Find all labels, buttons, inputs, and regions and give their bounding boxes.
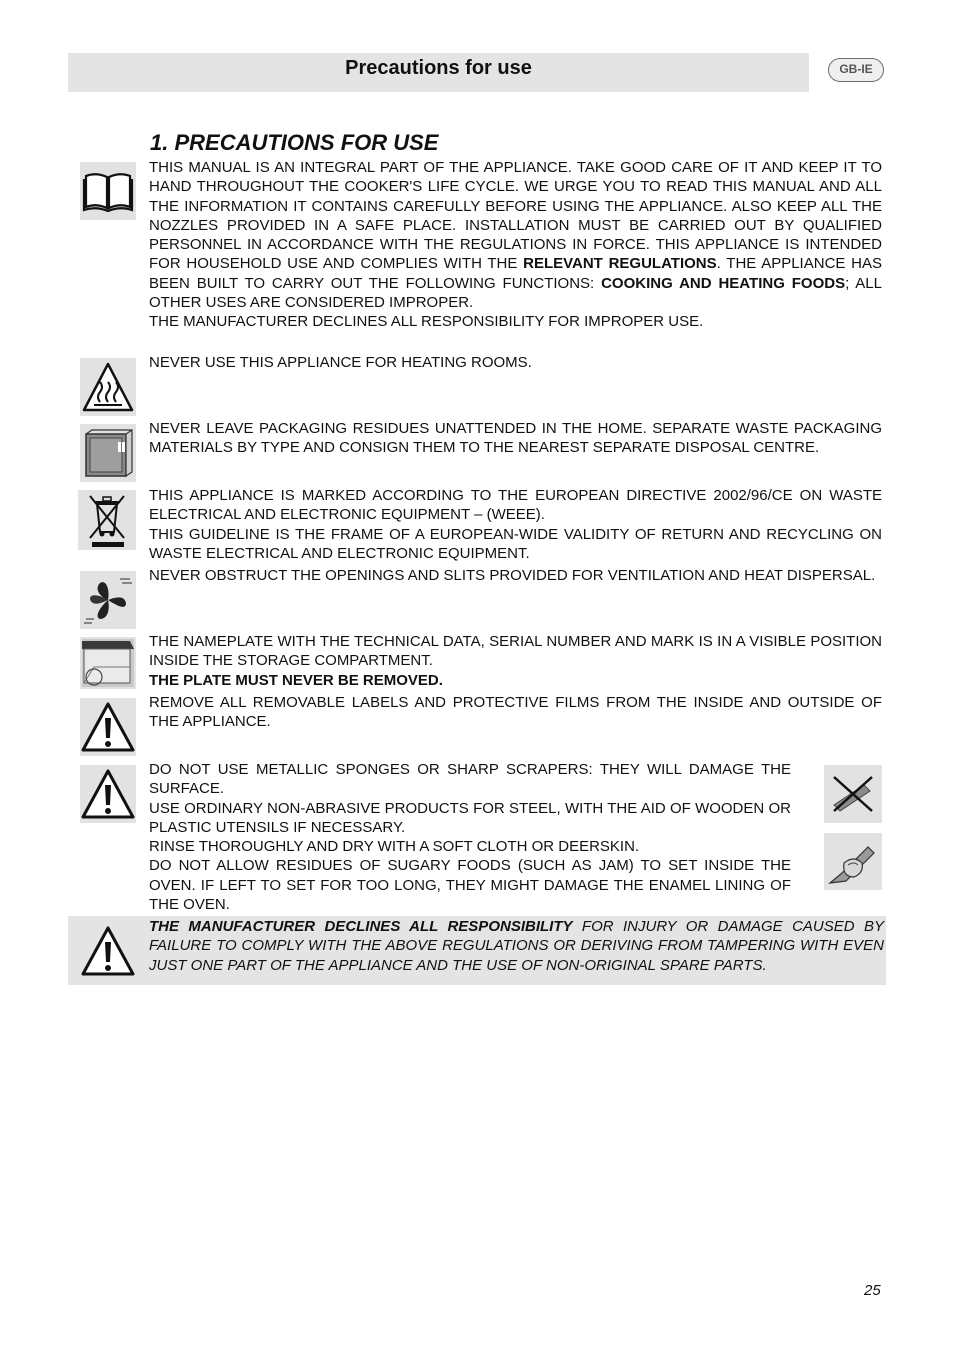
oven-compartment-icon bbox=[80, 637, 136, 689]
fan-icon bbox=[80, 571, 136, 629]
cleaning-paragraph: DO NOT USE METALLIC SPONGES OR SHARP SCRAPERS: THEY WILL DAMAGE THE SURFACE. USE ORDINARY NON-ABRASIVE PRODUCTS FOR STEEL, WITH THE AID OF WOODEN OR PLASTIC UTENSILS IF NECESSARY. RINSE THOROUGHLY AND DRY WITH A SOFT CLOTH OR DEERSKIN. DO NOT ALLOW RESIDUES OF SUGARY FOODS (SUCH AS JAM) TO SET INSIDE THE OVEN. IF LEFT TO SET FOR TOO LONG, THEY MIGHT DAMAGE THE ENAMEL LINING OF THE OVEN. bbox=[149, 761, 791, 914]
section-title: 1. PRECAUTIONS FOR USE bbox=[150, 130, 439, 155]
page-header bbox=[68, 53, 809, 92]
heating-paragraph: NEVER USE THIS APPLIANCE FOR HEATING ROOMS. bbox=[149, 354, 532, 371]
header-title: Precautions for use bbox=[345, 57, 532, 79]
crossed-scraper-icon bbox=[824, 765, 882, 823]
cloth-wipe-icon bbox=[824, 833, 882, 890]
labels-paragraph: REMOVE ALL REMOVABLE LABELS AND PROTECTIVE FILMS FROM THE INSIDE AND OUTSIDE OF THE APPLIANCE. bbox=[149, 694, 882, 731]
disclaimer-text: THE MANUFACTURER DECLINES ALL RESPONSIBILITY FOR INJURY OR DAMAGE CAUSED BY FAILURE TO COMPLY WITH THE ABOVE REGULATIONS OR DERIVING FROM TAMPERING WITH EVEN JUST ONE PART OF THE APPLIANCE AND THE USE OF NON-ORIGINAL SPARE PARTS. bbox=[149, 918, 884, 974]
packaging-box-icon bbox=[80, 424, 136, 482]
warning-triangle-icon bbox=[80, 698, 136, 756]
warning-triangle-icon bbox=[80, 765, 136, 823]
packaging-paragraph: NEVER LEAVE PACKAGING RESIDUES UNATTENDED IN THE HOME. SEPARATE WASTE PACKAGING MATERIALS BY TYPE AND CONSIGN THEM TO THE NEAREST SEPARATE DISPOSAL CENTRE. bbox=[149, 420, 882, 457]
hot-surface-warning-icon bbox=[80, 358, 136, 416]
manual-paragraph: THIS MANUAL IS AN INTEGRAL PART OF THE APPLIANCE. TAKE GOOD CARE OF IT AND KEEP IT TO HAND THROUGHOUT THE COOKER'S LIFE CYCLE. WE URGE YOU TO READ THIS MANUAL AND ALL THE INFORMATION IT CONTAINS CAREFULLY BEFORE USING THE APPLIANCE. ALSO KEEP ALL THE NOZZLES PROVIDED IN A SAFE PLACE. INSTALLATION MUST BE CARRIED OUT BY QUALIFIED PERSONNEL IN ACCORDANCE WITH THE REGULATIONS IN FORCE. THIS APPLIANCE IS INTENDED FOR HOUSEHOLD USE AND COMPLIES WITH THE RELEVANT REGULATIONS. THE APPLIANCE HAS BEEN BUILT TO CARRY OUT THE FOLLOWING FUNCTIONS: COOKING AND HEATING FOODS; ALL OTHER USES ARE CONSIDERED IMPROPER. THE MANUFACTURER DECLINES ALL RESPONSIBILITY FOR IMPROPER USE. bbox=[149, 159, 882, 331]
open-book-icon bbox=[80, 162, 136, 220]
weee-paragraph: THIS APPLIANCE IS MARKED ACCORDING TO THE EUROPEAN DIRECTIVE 2002/96/CE ON WASTE ELECTRICAL AND ELECTRONIC EQUIPMENT – (WEEE). THIS GUIDELINE IS THE FRAME OF A EUROPEAN-WIDE VALIDITY OF RETURN AND RECYCLING ON WASTE ELECTRICAL AND ELECTRONIC EQUIPMENT. bbox=[149, 487, 882, 562]
crossed-bin-icon bbox=[78, 490, 136, 550]
page-number: 25 bbox=[864, 1282, 881, 1299]
warning-triangle-icon bbox=[80, 922, 136, 980]
language-badge: GB-IE bbox=[828, 58, 884, 82]
ventilation-paragraph: NEVER OBSTRUCT THE OPENINGS AND SLITS PROVIDED FOR VENTILATION AND HEAT DISPERSAL. bbox=[149, 567, 876, 584]
nameplate-paragraph: THE NAMEPLATE WITH THE TECHNICAL DATA, SERIAL NUMBER AND MARK IS IN A VISIBLE POSITION INSIDE THE STORAGE COMPARTMENT. THE PLATE MUST NEVER BE REMOVED. bbox=[149, 633, 882, 689]
